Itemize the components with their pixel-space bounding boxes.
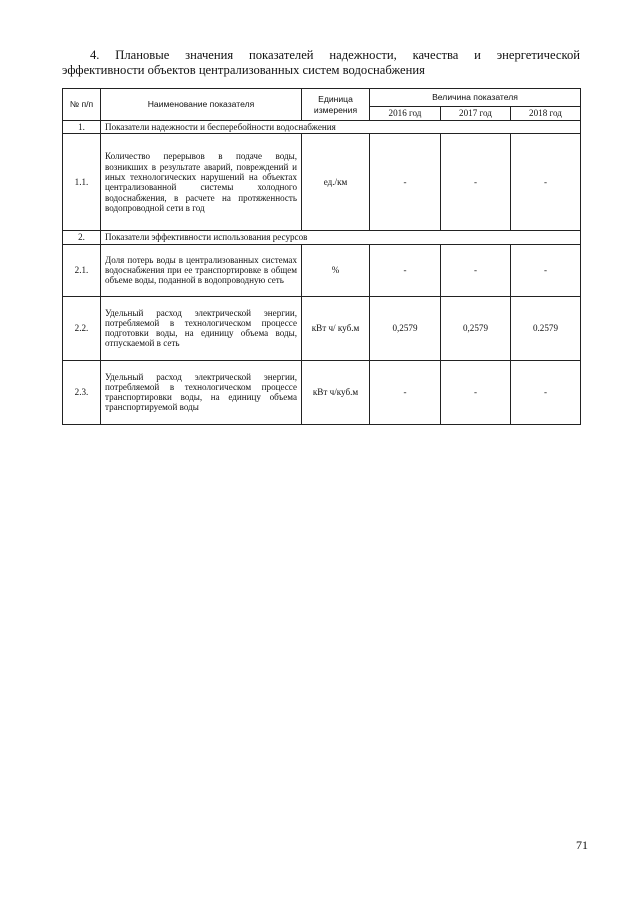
row-unit: % [302,244,370,296]
row-value-2016: - [370,360,441,424]
section-num: 1. [63,121,101,134]
row-value-2017: - [441,360,511,424]
header-num: № п/п [63,89,101,121]
row-value-2018: 0.2579 [511,296,581,360]
table-header-row [63,89,581,107]
row-value-2016: - [370,134,441,231]
header-year-2017: 2017 год [441,107,511,121]
heading-line-2: эффективности объектов централизованных систем водоснабжения [62,63,425,77]
table-row [63,360,581,424]
table-row [63,134,581,231]
table-row [63,244,581,296]
section-heading [62,48,580,78]
row-name: Доля потерь воды в централизованных системах водоснабжения при ее транспортировке в общем объеме воды, поданной в водопроводную сеть [101,244,302,296]
page-number: 71 [576,838,588,852]
section-row [63,121,581,134]
heading-line-1: 4. Плановые значения показателей надежности, качества и энергетической [90,48,580,62]
header-year-2016: 2016 год [370,107,441,121]
row-value-2017: - [441,134,511,231]
row-value-2018: - [511,360,581,424]
row-unit: ед./км [302,134,370,231]
section-title: Показатели эффективности использования ресурсов [101,231,581,244]
section-title: Показатели надежности и бесперебойности водоснабжения [101,121,581,134]
row-unit: кВт ч/ куб.м [302,296,370,360]
row-num: 1.1. [63,134,101,231]
row-name: Удельный расход электрической энергии, потребляемой в технологическом процессе транспортировки воды, на единицу объема транспортируемой воды [101,360,302,424]
row-unit: кВт ч/куб.м [302,360,370,424]
row-name: Удельный расход электрической энергии, потребляемой в технологическом процессе подготовки воды, на единицу объема воды, отпускаемой в сеть [101,296,302,360]
row-value-2016: - [370,244,441,296]
row-value-2017: - [441,244,511,296]
header-year-2018: 2018 год [511,107,581,121]
row-name: Количество перерывов в подаче воды, возникших в результате аварий, повреждений и иных технологических нарушений на объектах централизованной системы холодного водоснабжения, в расчете на протяженность водопроводной сети в год [101,134,302,231]
row-num: 2.1. [63,244,101,296]
header-name: Наименование показателя [101,89,302,121]
row-num: 2.3. [63,360,101,424]
header-unit: Единица измерения [302,89,370,121]
row-value-2018: - [511,134,581,231]
row-value-2017: 0,2579 [441,296,511,360]
section-row [63,231,581,244]
header-value-group: Величина показателя [370,89,581,107]
row-value-2018: - [511,244,581,296]
indicators-table [62,88,581,425]
section-num: 2. [63,231,101,244]
row-value-2016: 0,2579 [370,296,441,360]
table-row [63,296,581,360]
row-num: 2.2. [63,296,101,360]
